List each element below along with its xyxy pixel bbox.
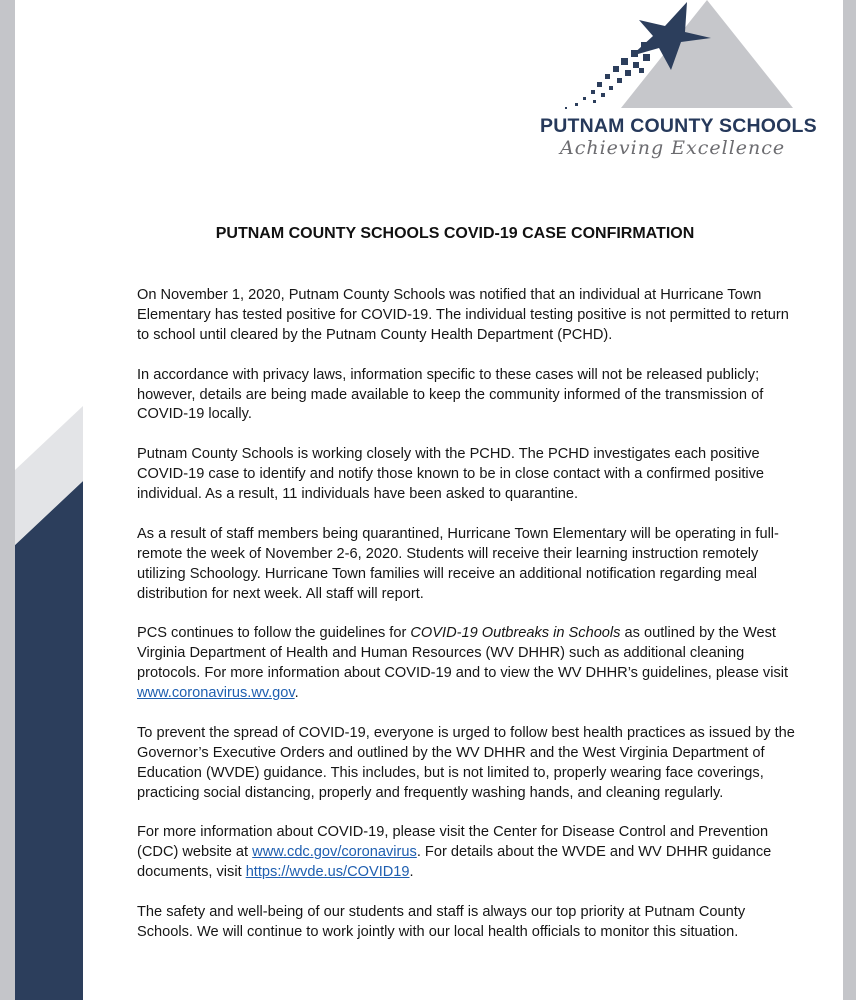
decorative-side-band <box>15 0 85 1000</box>
navy-band <box>15 481 83 1000</box>
page-margin-left <box>0 0 15 1000</box>
guidelines-text-start: PCS continues to follow the guidelines for <box>137 625 411 642</box>
paragraph-more-info <box>137 823 801 883</box>
logo-wordmark: PUTNAM COUNTY SCHOOLS <box>540 115 817 137</box>
paragraph-privacy: In accordance with privacy laws, information specific to these cases will not be released publicly; however, details are being made available to keep the community informed of the transmission of COVID-19 locally. <box>137 366 764 423</box>
letter-body <box>137 286 801 963</box>
wvde-covid19-link[interactable]: https://wvde.us/COVID19 <box>245 864 410 881</box>
document-title: PUTNAM COUNTY SCHOOLS COVID-19 CASE CONFIRMATION <box>215 225 695 242</box>
page-margin-right <box>843 0 856 1000</box>
more-info-text-start: For more information about COVID-19, please visit the Center for Disease Control and Prevention (CDC) website at <box>137 824 769 861</box>
more-info-text-end: . <box>409 864 414 881</box>
cdc-coronavirus-link[interactable]: www.cdc.gov/coronavirus <box>252 844 417 861</box>
guidelines-text-end: . <box>294 685 299 702</box>
paragraph-health-practices: To prevent the spread of COVID-19, everyone is urged to follow best health practices as issued by the Governor’s Executive Orders and outlined by the WV DHHR and the West Virginia Department of Education (WVDE) guidance. This includes, but is not limited to, properly wearing face coverings, practicing social distancing, properly and frequently washing hands, and cleaning regularly. <box>137 724 795 801</box>
logo-tagline: Achieving Excellence <box>560 137 786 159</box>
guidelines-document-title: COVID-19 Outbreaks in Schools <box>410 625 621 642</box>
paragraph-remote-learning: As a result of staff members being quarantined, Hurricane Town Elementary will be operating in full-remote the week of November 2-6, 2020. Students will receive their learning instruction remotely utilizing Schoology. Hurricane Town families will receive an additional notification regarding meal distribution for next week. All staff will report. <box>137 525 779 602</box>
paragraph-closing: The safety and well-being of our students and staff is always our top priority at Putnam County Schools. We will continue to work jointly with our local health officials to monitor this situation. <box>137 903 746 940</box>
paragraph-contact-tracing: Putnam County Schools is working closely with the PCHD. The PCHD investigates each positive COVID-19 case to identify and notify those known to be in close contact with a confirmed positive individual. As a result, 11 individuals have been asked to quarantine. <box>137 446 765 503</box>
guidelines-text-middle: as outlined by the West Virginia Department of Health and Human Resources (WV DHHR) such as additional cleaning protocols. For more information about COVID-19 and to view the WV DHHR’s guidelines, please visit <box>137 625 789 682</box>
paragraph-guidelines <box>137 624 801 704</box>
more-info-text-middle: . For details about the WVDE and WV DHHR guidance documents, visit <box>137 844 772 881</box>
coronavirus-wv-link[interactable]: www.coronavirus.wv.gov <box>137 685 295 702</box>
paragraph-notification: On November 1, 2020, Putnam County Schools was notified that an individual at Hurricane Town Elementary has tested positive for COVID-19. The individual testing positive is not permitted to return to school until cleared by the Putnam County Health Department (PCHD). <box>137 287 789 343</box>
